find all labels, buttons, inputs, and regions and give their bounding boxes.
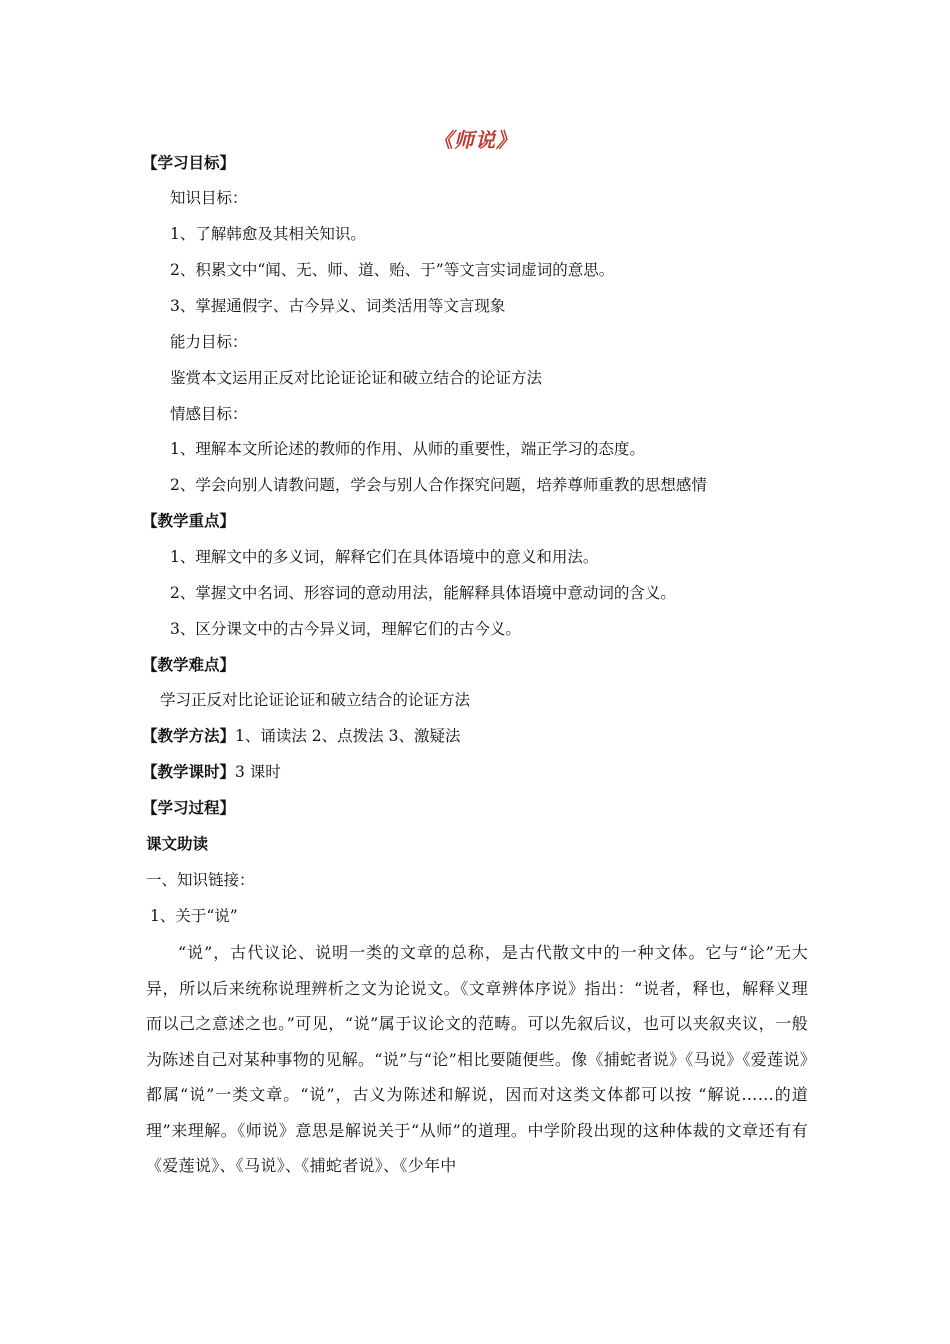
process-heading: 【学习过程】 — [142, 799, 236, 817]
ability-goals-text: 鉴赏本文运用正反对比论证论证和破立结合的论证方法 — [170, 369, 543, 387]
knowledge-link-heading: 一、知识链接： — [146, 871, 255, 889]
document-title: 《师说》 — [433, 128, 517, 152]
about-shuo-paragraph: “说”，古代议论、说明一类的文章的总称，是古代散文中的一种文体。它与“论”无大异，所以后来统称说理辨析之文为论说文。《文章辨体序说》指出：“说者，释也，解释义理而以己之意述之也。”可见，“说”属于议论文的范畴。可以先叙后议，也可以夹叙夹议，一般为陈述自己对某种事物的见解。“说”与“论”相比要随便些。像《捕蛇者说》《马说》《爱莲说》都属“说”一类文章。“说”，古义为陈述和解说，因而对这类文体都可以按 “解说……的道理”来理解。《师说》意思是解说关于“从师”的道理。中学阶段出现的这种体裁的文章还有有《爱莲说》、《马说》、《捕蛇者说》、《少年中 — [146, 943, 808, 1175]
key-point-item-1: 1、理解文中的多义词，解释它们在具体语境中的意义和用法。 — [170, 548, 599, 566]
ability-goals-label: 能力目标： — [170, 333, 248, 351]
key-points-heading: 【教学重点】 — [142, 512, 236, 530]
methods-heading: 【教学方法】 — [142, 727, 236, 745]
reading-heading: 课文助读 — [146, 835, 209, 853]
knowledge-item-1: 1、了解韩愈及其相关知识。 — [170, 225, 366, 243]
key-point-item-3: 3、区分课文中的古今异义词，理解它们的古今义。 — [170, 620, 521, 638]
hours-row — [142, 761, 281, 783]
difficulties-heading: 【教学难点】 — [142, 656, 236, 674]
methods-text: 1、诵读法 2、点拨法 3、激疑法 — [235, 727, 461, 745]
about-shuo-heading: 1、关于“说” — [150, 907, 238, 925]
emotion-item-1: 1、理解本文所论述的教师的作用、从师的重要性，端正学习的态度。 — [170, 440, 645, 458]
hours-text: 3 课时 — [235, 763, 281, 781]
key-point-item-2: 2、掌握文中名词、形容词的意动用法，能解释具体语境中意动词的含义。 — [170, 584, 676, 602]
emotion-goals-label: 情感目标： — [170, 405, 248, 423]
emotion-item-2: 2、学会向别人请教问题，学会与别人合作探究问题，培养尊师重教的思想感情 — [170, 476, 707, 494]
knowledge-goals-label: 知识目标： — [170, 189, 248, 207]
knowledge-item-2: 2、积累文中“闻、无、师、道、贻、于”等文言实词虚词的意思。 — [170, 261, 615, 279]
learning-goals-heading: 【学习目标】 — [142, 154, 236, 172]
difficulties-text: 学习正反对比论证论证和破立结合的论证方法 — [160, 691, 471, 709]
knowledge-item-3: 3、掌握通假字、古今异义、词类活用等文言现象 — [170, 297, 506, 315]
hours-heading: 【教学课时】 — [142, 763, 236, 781]
methods-row — [142, 725, 460, 747]
